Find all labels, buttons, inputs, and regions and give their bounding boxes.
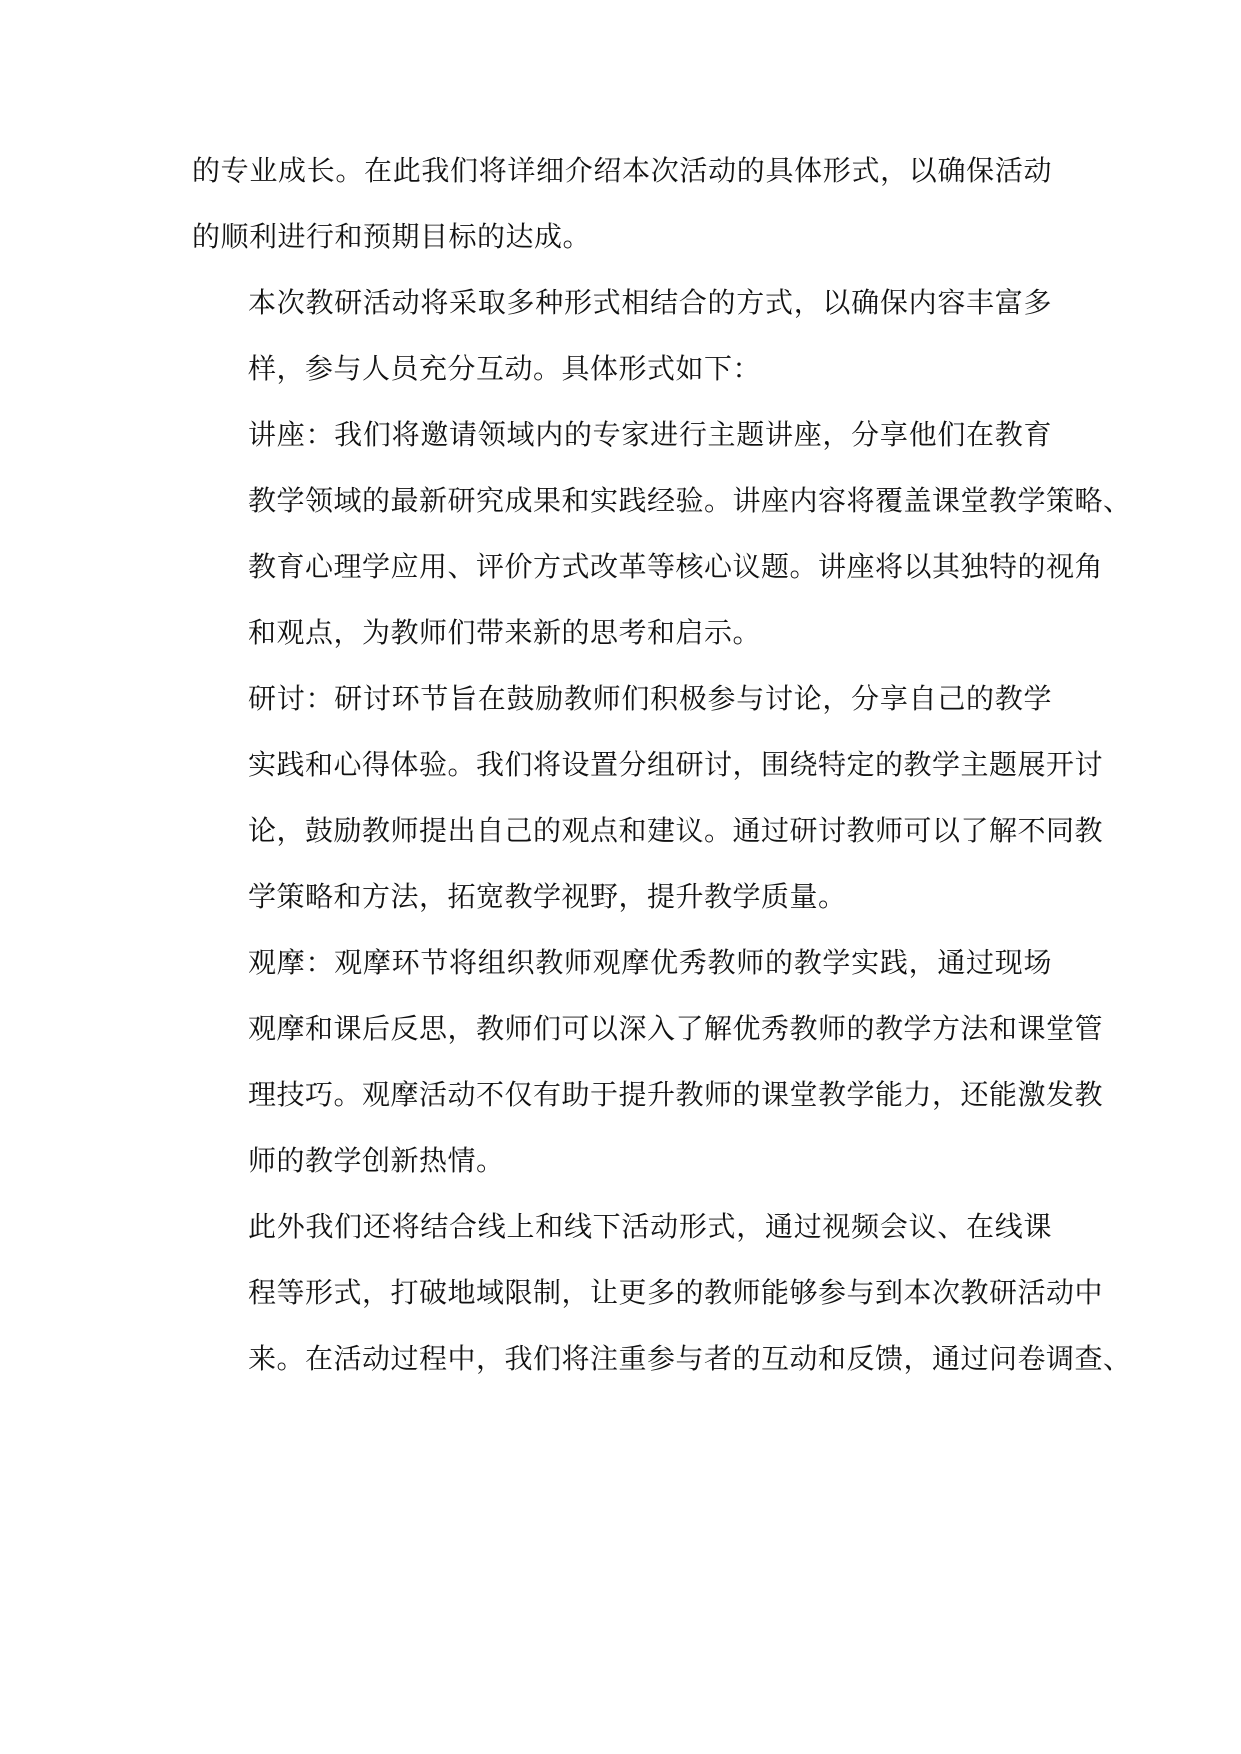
text-line: 观摩：观摩环节将组织教师观摩优秀教师的教学实践，通过现场 [248,946,1052,979]
text-line: 学策略和方法，拓宽教学视野，提升教学质量。 [248,880,847,913]
paragraph-observation [192,930,1104,1194]
body-text [192,138,1132,1392]
text-line: 研讨：研讨环节旨在鼓励教师们积极参与讨论，分享自己的教学 [248,682,1052,715]
text-line: 观摩和课后反思，教师们可以深入了解优秀教师的教学方法和课堂管 [248,1012,1104,1045]
text-line: 本次教研活动将采取多种形式相结合的方式，以确保内容丰富多 [248,286,1052,319]
text-line: 教学领域的最新研究成果和实践经验。讲座内容将覆盖课堂教学策略、 [248,484,1132,517]
text-line: 程等形式，打破地域限制，让更多的教师能够参与到本次教研活动中 [248,1276,1104,1309]
paragraph-online-offline [192,1194,1132,1392]
text-line: 讲座：我们将邀请领域内的专家进行主题讲座，分享他们在教育 [248,418,1052,451]
text-line: 和观点，为教师们带来新的思考和启示。 [248,616,762,649]
text-line: 的顺利进行和预期目标的达成。 [192,220,592,253]
text-line: 的专业成长。在此我们将详细介绍本次活动的具体形式，以确保活动 [192,154,1052,187]
text-line: 此外我们还将结合线上和线下活动形式，通过视频会议、在线课 [248,1210,1052,1243]
paragraph-lecture [192,402,1132,666]
text-line: 教育心理学应用、评价方式改革等核心议题。讲座将以其独特的视角 [248,550,1104,583]
text-line: 实践和心得体验。我们将设置分组研讨，围绕特定的教学主题展开讨 [248,748,1104,781]
text-line: 理技巧。观摩活动不仅有助于提升教师的课堂教学能力，还能激发教 [248,1078,1104,1111]
text-line: 来。在活动过程中，我们将注重参与者的互动和反馈，通过问卷调查、 [248,1342,1132,1375]
text-line: 师的教学创新热情。 [248,1144,505,1177]
paragraph-overview [192,270,1052,402]
text-line: 样，参与人员充分互动。具体形式如下： [248,352,762,385]
text-line: 论，鼓励教师提出自己的观点和建议。通过研讨教师可以了解不同教 [248,814,1104,847]
paragraph-intro-continuation [192,138,1052,270]
paragraph-seminar [192,666,1104,930]
